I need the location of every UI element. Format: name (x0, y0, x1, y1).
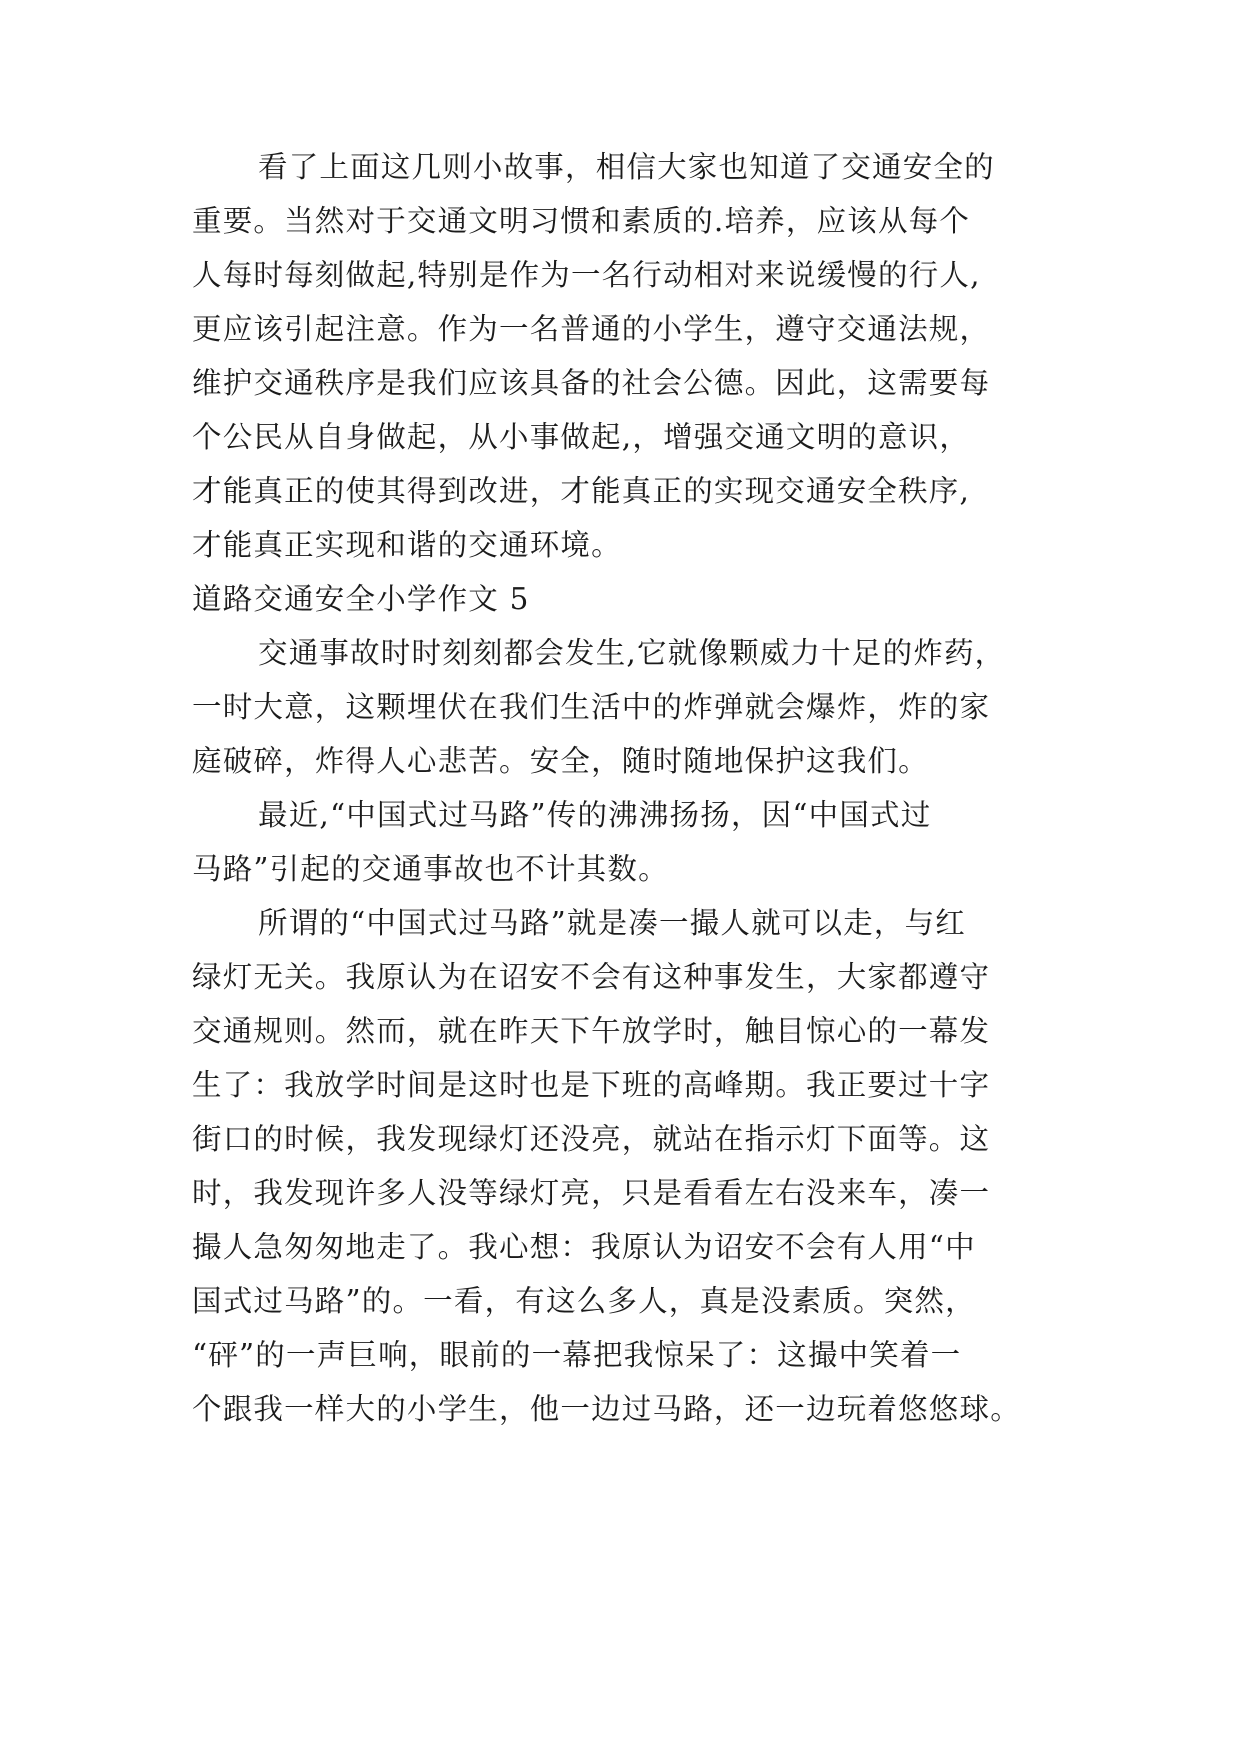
text-line: 国式过马路”的。一看，有这么多人，真是没素质。突然， (192, 1284, 976, 1318)
text-line: 重要。当然对于交通文明习惯和素质的.培养，应该从每个 (192, 204, 971, 238)
text-line: 所谓的“中国式过马路”就是凑一撮人就可以走，与红 (258, 906, 966, 940)
text-line: 街口的时候，我发现绿灯还没亮，就站在指示灯下面等。这 (192, 1122, 991, 1156)
text-line: 时，我发现许多人没等绿灯亮，只是看看左右没来车，凑一 (192, 1176, 991, 1210)
text-line: 马路”引起的交通事故也不计其数。 (192, 852, 669, 886)
text-line: 交通事故时时刻刻都会发生,它就像颗威力十足的炸药， (258, 636, 1006, 670)
text-line: 交通规则。然而，就在昨天下午放学时，触目惊心的一幕发 (192, 1014, 991, 1048)
section-heading: 道路交通安全小学作文 5 (192, 582, 530, 616)
text-line: 看了上面这几则小故事，相信大家也知道了交通安全的 (258, 150, 995, 184)
text-line: 才能真正的使其得到改进，才能真正的实现交通安全秩序, (192, 474, 971, 508)
text-line: 个跟我一样大的小学生，他一边过马路，还一边玩着悠悠球。 (192, 1392, 1021, 1426)
text-line: 生了：我放学时间是这时也是下班的高峰期。我正要过十字 (192, 1068, 991, 1102)
text-line: 绿灯无关。我原认为在诏安不会有这种事发生，大家都遵守 (192, 960, 991, 994)
text-line: 维护交通秩序是我们应该具备的社会公德。因此，这需要每 (192, 366, 991, 400)
text-line: 人每时每刻做起,特别是作为一名行动相对来说缓慢的行人, (192, 258, 981, 292)
text-line: 更应该引起注意。作为一名普通的小学生，遵守交通法规， (192, 312, 991, 346)
text-line: 一时大意，这颗埋伏在我们生活中的炸弹就会爆炸，炸的家 (192, 690, 991, 724)
text-line: 最近,“中国式过马路”传的沸沸扬扬，因“中国式过 (258, 798, 932, 832)
text-line: “砰”的一声巨响，眼前的一幕把我惊呆了：这撮中笑着一 (192, 1338, 962, 1372)
text-line: 个公民从自身做起，从小事做起,，增强交通文明的意识， (192, 420, 971, 454)
text-line: 庭破碎，炸得人心悲苦。安全，随时随地保护这我们。 (192, 744, 929, 778)
text-line: 撮人急匆匆地走了。我心想：我原认为诏安不会有人用“中 (192, 1230, 976, 1264)
text-line: 才能真正实现和谐的交通环境。 (192, 528, 622, 562)
